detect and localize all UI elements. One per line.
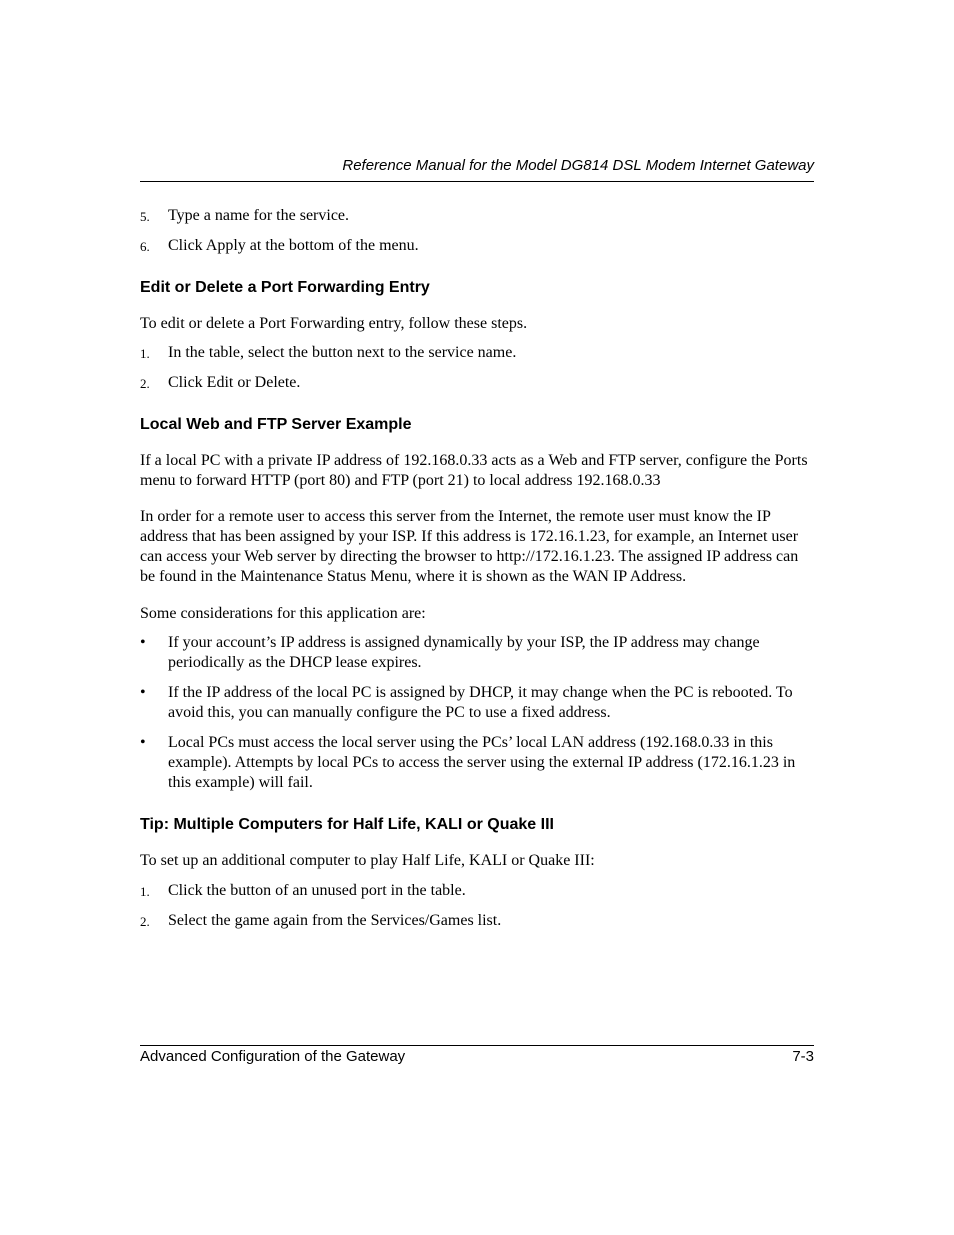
header-rule: [140, 181, 814, 182]
bullet-text: Local PCs must access the local server using the PCs’ local LAN address (192.168.0.33 in this example). Attempts by local PCs to access the server using the external IP address (172.16.1.23 in this example) will fail.: [168, 734, 796, 791]
step-number: 6.: [140, 239, 150, 254]
paragraph: In order for a remote user to access this server from the Internet, the remote user must know the IP address that has been assigned by your ISP. If this address is 172.16.1.23, for example, an Internet user can access your Web server by directing the browser to http://172.16.1.23. The assigned IP address can be found in the Maintenance Status Menu, where it is shown as the WAN IP Address.: [140, 508, 799, 585]
paragraph: Some considerations for this application are:: [140, 605, 426, 622]
paragraph: If a local PC with a private IP address of 192.168.0.33 acts as a Web and FTP server, configure the Ports menu to forward HTTP (port 80) and FTP (port 21) to local address 192.168.0.33: [140, 452, 808, 489]
section-heading: Tip: Multiple Computers for Half Life, KALI or Quake III: [140, 816, 554, 833]
running-header: Reference Manual for the Model DG814 DSL Modem Internet Gateway: [342, 157, 814, 174]
bullet-glyph: •: [140, 634, 146, 651]
section-heading: Local Web and FTP Server Example: [140, 416, 412, 433]
footer-rule: [140, 1045, 814, 1046]
footer-chapter-title: Advanced Configuration of the Gateway: [140, 1048, 406, 1065]
step-text: Click Apply at the bottom of the menu.: [168, 237, 419, 254]
bullet-glyph: •: [140, 734, 146, 751]
step-text: Click the button of an unused port in the table.: [168, 882, 466, 899]
step-text: Type a name for the service.: [168, 207, 350, 224]
section-heading: Edit or Delete a Port Forwarding Entry: [140, 279, 430, 296]
step-text: In the table, select the button next to the service name.: [168, 344, 517, 361]
step-text: Select the game again from the Services/Games list.: [168, 912, 502, 929]
step-number: 1.: [140, 884, 150, 899]
page-number: 7-3: [792, 1048, 814, 1065]
step-number: 2.: [140, 914, 150, 929]
paragraph: To set up an additional computer to play Half Life, KALI or Quake III:: [140, 852, 595, 869]
bullet-text: If your account’s IP address is assigned dynamically by your ISP, the IP address may change periodically as the DHCP lease expires.: [168, 634, 760, 671]
step-number: 1.: [140, 346, 150, 361]
step-number: 2.: [140, 376, 150, 391]
step-text: Click Edit or Delete.: [168, 374, 301, 391]
paragraph: To edit or delete a Port Forwarding entry, follow these steps.: [140, 315, 528, 332]
bullet-glyph: •: [140, 684, 146, 701]
bullet-text: If the IP address of the local PC is assigned by DHCP, it may change when the PC is rebooted. To avoid this, you can manually configure the PC to use a fixed address.: [168, 684, 793, 721]
step-number: 5.: [140, 209, 150, 224]
